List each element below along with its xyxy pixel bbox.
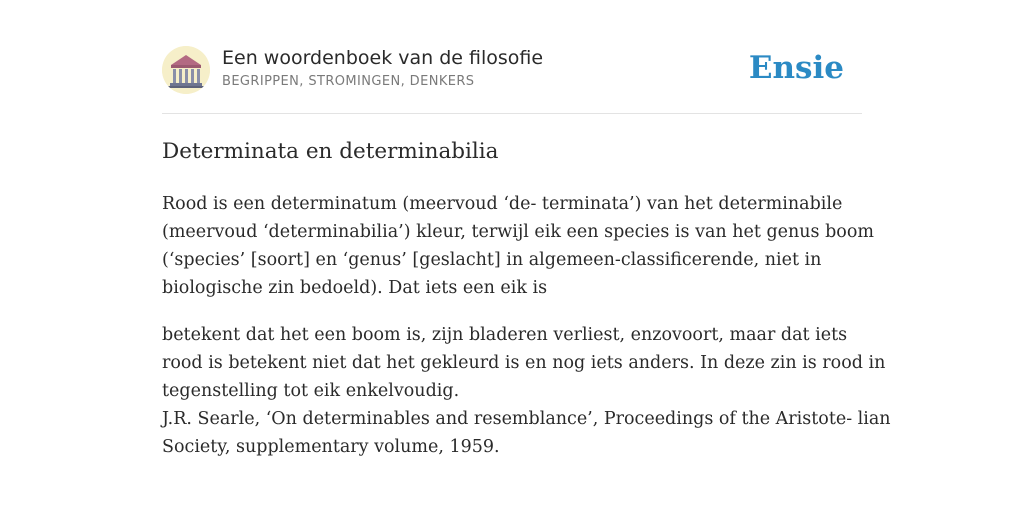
site-header [162, 44, 862, 114]
temple-logo-icon[interactable] [162, 46, 210, 94]
reference-line: Society, supplementary volume, 1959. [162, 437, 500, 457]
site-subtitle: BEGRIPPEN, STROMINGEN, DENKERS [222, 74, 475, 89]
paragraph-line: rood is betekent niet dat het gekleurd is en nog iets anders. In deze zin is rood in [162, 353, 886, 373]
paragraph-line: (meervoud ‘determinabilia’) kleur, terwijl eik een species is van het genus boom [162, 222, 874, 242]
article [162, 136, 891, 461]
article-title: Determinata en determinabilia [162, 139, 499, 164]
paragraph-2 [162, 321, 891, 461]
site-title[interactable]: Een woordenboek van de filosofie [222, 47, 544, 69]
paragraph-line: (‘species’ [soort] en ‘genus’ [geslacht] in algemeen-classificerende, niet in [162, 250, 822, 270]
ensie-brand-logo[interactable]: Ensie [748, 50, 844, 86]
paragraph-line: biologische zin bedoeld). Dat iets een eik is [162, 278, 548, 298]
paragraph-line: tegenstelling tot eik enkelvoudig. [162, 381, 460, 401]
reference-line: J.R. Searle, ‘On determinables and resemblance’, Proceedings of the Aristote- lian [162, 409, 891, 429]
paragraph-1 [162, 190, 874, 302]
paragraph-line: betekent dat het een boom is, zijn bladeren verliest, enzovoort, maar dat iets [162, 325, 848, 345]
paragraph-line: Rood is een determinatum (meervoud ‘de- terminata’) van het determinabile [162, 194, 843, 214]
